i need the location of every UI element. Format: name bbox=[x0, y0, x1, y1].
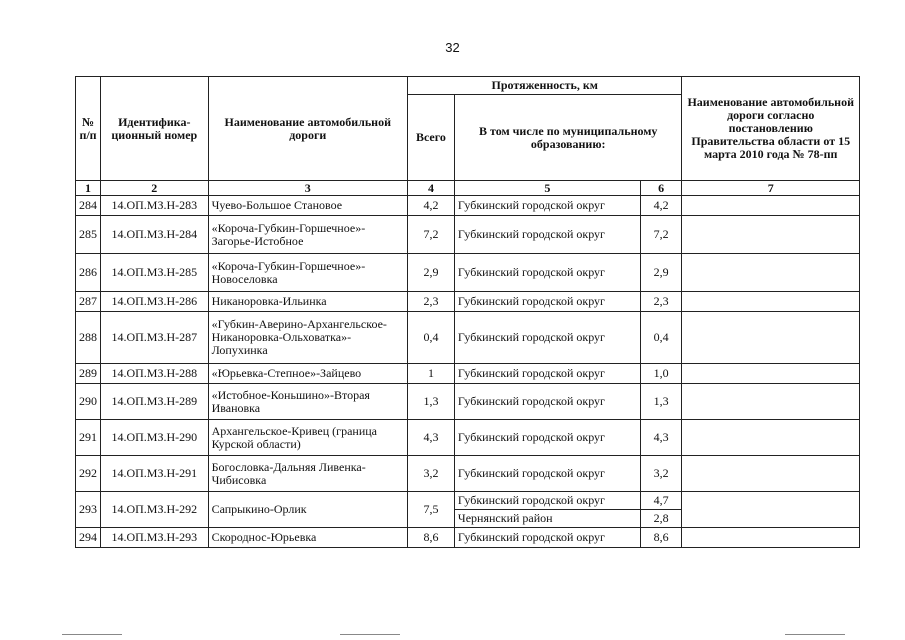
road-id: 14.ОП.МЗ.Н-285 bbox=[101, 254, 209, 292]
table-row bbox=[76, 456, 860, 492]
municipality: Губкинский городской округ bbox=[454, 364, 640, 384]
length-total: 4,2 bbox=[407, 196, 454, 216]
municipality: Губкинский городской округ bbox=[454, 456, 640, 492]
resolution-name bbox=[682, 456, 860, 492]
municipality-length: 4,7 bbox=[640, 492, 682, 510]
municipality-length: 2,3 bbox=[640, 292, 682, 312]
road-name: «Короча-Губкин-Горшечное»-Загорье-Истобное bbox=[208, 216, 407, 254]
municipality: Чернянский район bbox=[454, 510, 640, 528]
municipality-length: 2,8 bbox=[640, 510, 682, 528]
resolution-name bbox=[682, 420, 860, 456]
resolution-name bbox=[682, 196, 860, 216]
table-row bbox=[76, 492, 860, 510]
municipality-length: 1,3 bbox=[640, 384, 682, 420]
municipality-length: 3,2 bbox=[640, 456, 682, 492]
road-name: Никаноровка-Ильинка bbox=[208, 292, 407, 312]
road-name: Скороднос-Юрьевка bbox=[208, 528, 407, 548]
resolution-name bbox=[682, 528, 860, 548]
row-number: 293 bbox=[76, 492, 101, 528]
road-id: 14.ОП.МЗ.Н-284 bbox=[101, 216, 209, 254]
municipality: Губкинский городской округ bbox=[454, 528, 640, 548]
table-row bbox=[76, 254, 860, 292]
municipality-length: 7,2 bbox=[640, 216, 682, 254]
municipality-length: 8,6 bbox=[640, 528, 682, 548]
length-total: 7,5 bbox=[407, 492, 454, 528]
municipality: Губкинский городской округ bbox=[454, 254, 640, 292]
road-id: 14.ОП.МЗ.Н-289 bbox=[101, 384, 209, 420]
resolution-name bbox=[682, 312, 860, 364]
row-number: 294 bbox=[76, 528, 101, 548]
length-total: 1,3 bbox=[407, 384, 454, 420]
length-total: 1 bbox=[407, 364, 454, 384]
table-row bbox=[76, 292, 860, 312]
row-number: 286 bbox=[76, 254, 101, 292]
table-row bbox=[76, 196, 860, 216]
road-name: «Юрьевка-Степное»-Зайцево bbox=[208, 364, 407, 384]
length-total: 3,2 bbox=[407, 456, 454, 492]
resolution-name bbox=[682, 364, 860, 384]
header-length: Протяженность, км bbox=[407, 77, 682, 95]
header-total: Всего bbox=[407, 95, 454, 181]
road-name: «Истобное-Коньшино»-Вторая Ивановка bbox=[208, 384, 407, 420]
row-number: 292 bbox=[76, 456, 101, 492]
col-number: 3 bbox=[208, 181, 407, 196]
road-name: Богословка-Дальняя Ливенка-Чибисовка bbox=[208, 456, 407, 492]
header-resolution-name: Наименование автомобильной дороги согласно постановлению Правительства области от 15 марта 2010 года № 78-пп bbox=[682, 77, 860, 181]
resolution-name bbox=[682, 254, 860, 292]
table-row bbox=[76, 312, 860, 364]
table-row bbox=[76, 528, 860, 548]
road-id: 14.ОП.МЗ.Н-293 bbox=[101, 528, 209, 548]
road-id: 14.ОП.МЗ.Н-286 bbox=[101, 292, 209, 312]
municipality: Губкинский городской округ bbox=[454, 312, 640, 364]
row-number: 289 bbox=[76, 364, 101, 384]
road-name: «Короча-Губкин-Горшечное»-Новоселовка bbox=[208, 254, 407, 292]
col-number: 4 bbox=[407, 181, 454, 196]
footer-marks bbox=[0, 634, 905, 636]
header-id: Идентифика-ционный номер bbox=[101, 77, 209, 181]
municipality: Губкинский городской округ bbox=[454, 196, 640, 216]
header-municipal: В том числе по муниципальному образованию: bbox=[454, 95, 682, 181]
resolution-name bbox=[682, 292, 860, 312]
table-row bbox=[76, 216, 860, 254]
resolution-name bbox=[682, 384, 860, 420]
col-number: 1 bbox=[76, 181, 101, 196]
length-total: 0,4 bbox=[407, 312, 454, 364]
table-row bbox=[76, 364, 860, 384]
road-id: 14.ОП.МЗ.Н-283 bbox=[101, 196, 209, 216]
resolution-name bbox=[682, 492, 860, 528]
table-row bbox=[76, 420, 860, 456]
municipality-length: 0,4 bbox=[640, 312, 682, 364]
column-numbers-row bbox=[76, 181, 860, 196]
col-number: 2 bbox=[101, 181, 209, 196]
row-number: 285 bbox=[76, 216, 101, 254]
municipality: Губкинский городской округ bbox=[454, 216, 640, 254]
municipality: Губкинский городской округ bbox=[454, 292, 640, 312]
road-registry-table bbox=[75, 76, 860, 548]
road-name: «Губкин-Аверино-Архангельское-Никаноровка-Ольховатка»-Лопухинка bbox=[208, 312, 407, 364]
header-road-name: Наименование автомобильной дороги bbox=[208, 77, 407, 181]
length-total: 4,3 bbox=[407, 420, 454, 456]
road-name: Сапрыкино-Орлик bbox=[208, 492, 407, 528]
municipality-length: 4,3 bbox=[640, 420, 682, 456]
municipality-length: 1,0 bbox=[640, 364, 682, 384]
header-num: № п/п bbox=[76, 77, 101, 181]
table-body bbox=[76, 196, 860, 548]
municipality: Губкинский городской округ bbox=[454, 492, 640, 510]
length-total: 7,2 bbox=[407, 216, 454, 254]
road-id: 14.ОП.МЗ.Н-287 bbox=[101, 312, 209, 364]
table-row bbox=[76, 384, 860, 420]
municipality: Губкинский городской округ bbox=[454, 384, 640, 420]
municipality: Губкинский городской округ bbox=[454, 420, 640, 456]
page-number: 32 bbox=[445, 40, 460, 55]
col-number: 6 bbox=[640, 181, 682, 196]
row-number: 288 bbox=[76, 312, 101, 364]
row-number: 287 bbox=[76, 292, 101, 312]
length-total: 8,6 bbox=[407, 528, 454, 548]
col-number: 5 bbox=[454, 181, 640, 196]
row-number: 284 bbox=[76, 196, 101, 216]
road-id: 14.ОП.МЗ.Н-292 bbox=[101, 492, 209, 528]
col-number: 7 bbox=[682, 181, 860, 196]
municipality-length: 2,9 bbox=[640, 254, 682, 292]
row-number: 290 bbox=[76, 384, 101, 420]
row-number: 291 bbox=[76, 420, 101, 456]
road-id: 14.ОП.МЗ.Н-291 bbox=[101, 456, 209, 492]
road-name: Архангельское-Кривец (граница Курской области) bbox=[208, 420, 407, 456]
resolution-name bbox=[682, 216, 860, 254]
road-id: 14.ОП.МЗ.Н-288 bbox=[101, 364, 209, 384]
municipality-length: 4,2 bbox=[640, 196, 682, 216]
road-id: 14.ОП.МЗ.Н-290 bbox=[101, 420, 209, 456]
road-name: Чуево-Большое Становое bbox=[208, 196, 407, 216]
length-total: 2,9 bbox=[407, 254, 454, 292]
length-total: 2,3 bbox=[407, 292, 454, 312]
